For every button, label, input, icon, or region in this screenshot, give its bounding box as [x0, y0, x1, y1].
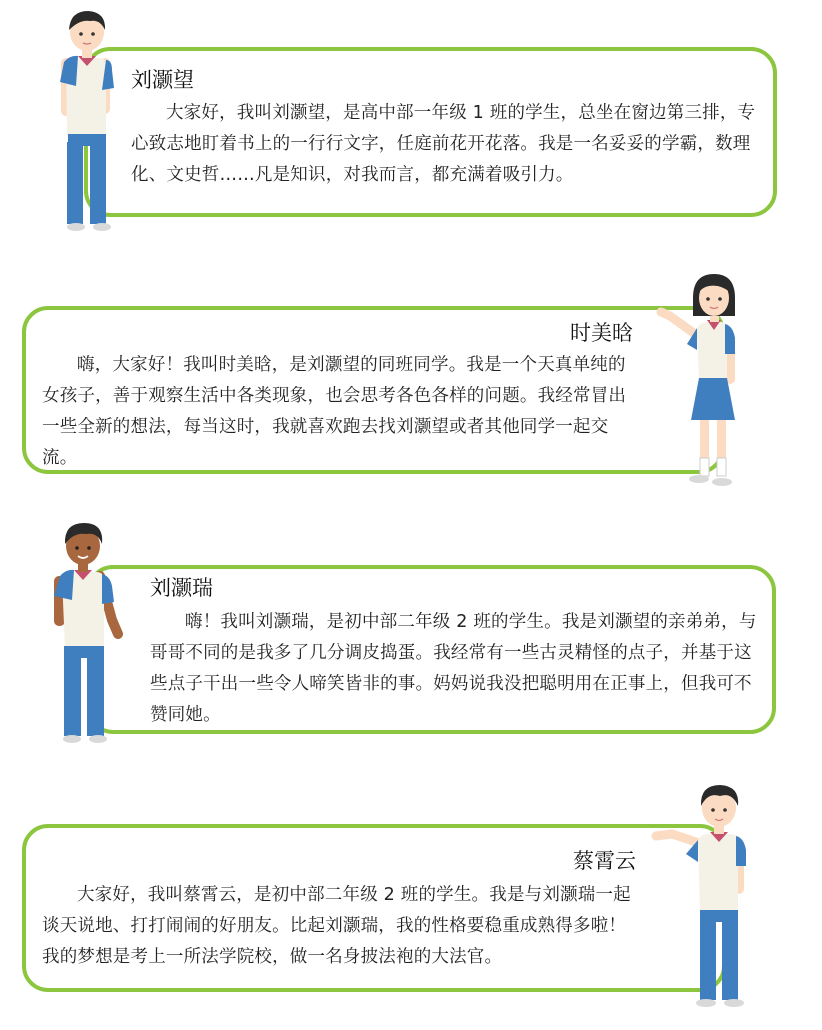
- boy-student-illustration: [40, 8, 130, 236]
- character-name: 蔡霄云: [573, 849, 636, 873]
- character-intro-text: 嗨！我叫刘灏瑞，是初中部二年级 2 班的学生。我是刘灏望的亲弟弟，与哥哥不同的是我多了几分调皮捣蛋。我经常有一些古灵精怪的点子，并基于这些点子干出一些令人啼笑皆非的事。妈妈说我没把聪明用在正事上，但我可不赞同她。: [150, 612, 757, 725]
- girl-student-illustration: [655, 272, 755, 497]
- character-intro-text: 大家好，我叫刘灏望，是高中部一年级 1 班的学生，总坐在窗边第三排，专心致志地盯着书上的一行行文字，任庭前花开花落。我是一名妥妥的学霸，数理化、文史哲……凡是知识，对我而言，都充满着吸引力。: [131, 103, 756, 185]
- character-intro-text: 大家好，我叫蔡霄云，是初中部二年级 2 班的学生。我是与刘灏瑞一起谈天说地、打打闹闹的好朋友。比起刘灏瑞，我的性格要稳重成熟得多啦！我的梦想是考上一所法学院校，做一名身披法袍的大法官。: [42, 885, 631, 967]
- boy-student-illustration: [38, 520, 128, 748]
- character-name: 刘灏望: [131, 68, 194, 92]
- character-name: 刘灏瑞: [150, 576, 213, 600]
- character-name: 时美晗: [570, 321, 633, 345]
- boy-student-illustration: [650, 782, 755, 1010]
- character-intro-text: 嗨，大家好！我叫时美晗，是刘灏望的同班同学。我是一个天真单纯的女孩子，善于观察生活中各类现象，也会思考各色各样的问题。我经常冒出一些全新的想法，每当这时，我就喜欢跑去找刘灏望或者其他同学一起交流。: [42, 355, 627, 468]
